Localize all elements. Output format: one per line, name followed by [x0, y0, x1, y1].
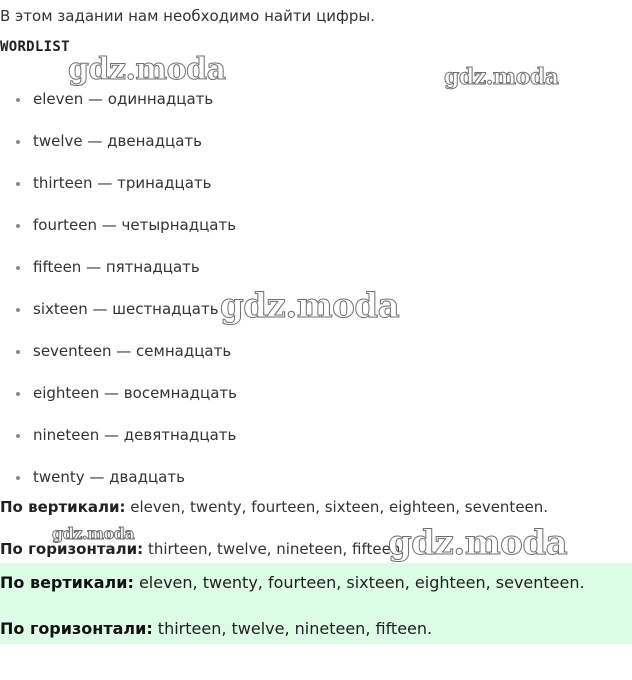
- word-pair: twelve — двенадцать: [33, 132, 202, 150]
- vertical-line: [0, 498, 548, 516]
- bullet-icon: [16, 98, 20, 102]
- bullet-icon: [16, 434, 20, 438]
- word-pair: fifteen — пятнадцать: [33, 258, 200, 276]
- watermark-logo: gdz.moda: [220, 286, 400, 326]
- word-pair: seventeen — семнадцать: [33, 342, 232, 360]
- bullet-icon: [16, 392, 20, 396]
- answer-vertical-text: eleven, twenty, fourteen, sixteen, eighteen, seventeen.: [133, 573, 585, 592]
- vertical-text: eleven, twenty, fourteen, sixteen, eighteen, seventeen.: [125, 498, 549, 516]
- bullet-icon: [16, 182, 20, 186]
- horizontal-text: thirteen, twelve, nineteen, fifteen.: [143, 540, 406, 558]
- bullet-icon: [16, 308, 20, 312]
- watermark-logo: gdz.moda: [444, 64, 559, 90]
- watermark-logo: gdz.moda: [68, 52, 226, 87]
- watermark-logo: gdz.moda: [52, 524, 135, 543]
- intro-text: В этом задании нам необходимо найти цифры.: [0, 7, 375, 25]
- answer-box: [0, 563, 632, 644]
- answer-horizontal-text: thirteen, twelve, nineteen, fifteen.: [152, 619, 433, 638]
- answer-vertical-label: По вертикали:: [0, 573, 134, 592]
- horizontal-label: По горизонтали:: [0, 540, 144, 558]
- word-pair: eleven — одиннадцать: [33, 90, 214, 108]
- watermark-logo: gdz.moda: [388, 523, 568, 563]
- bullet-icon: [16, 266, 20, 270]
- vertical-label: По вертикали:: [0, 498, 126, 516]
- word-pair: sixteen — шестнадцать: [33, 300, 219, 318]
- answer-horizontal-label: По горизонтали:: [0, 619, 153, 638]
- word-pair: eighteen — восемнадцать: [33, 384, 237, 402]
- answer-horizontal-line: [0, 619, 432, 638]
- bullet-icon: [16, 350, 20, 354]
- bullet-icon: [16, 476, 20, 480]
- bullet-icon: [16, 140, 20, 144]
- bullet-icon: [16, 224, 20, 228]
- wordlist-heading: WORDLIST: [0, 39, 70, 55]
- word-pair: nineteen — девятнадцать: [33, 426, 237, 444]
- answer-vertical-line: [0, 573, 585, 592]
- word-pair: fourteen — четырнадцать: [33, 216, 237, 234]
- word-pair: thirteen — тринадцать: [33, 174, 212, 192]
- word-pair: twenty — двадцать: [33, 468, 185, 486]
